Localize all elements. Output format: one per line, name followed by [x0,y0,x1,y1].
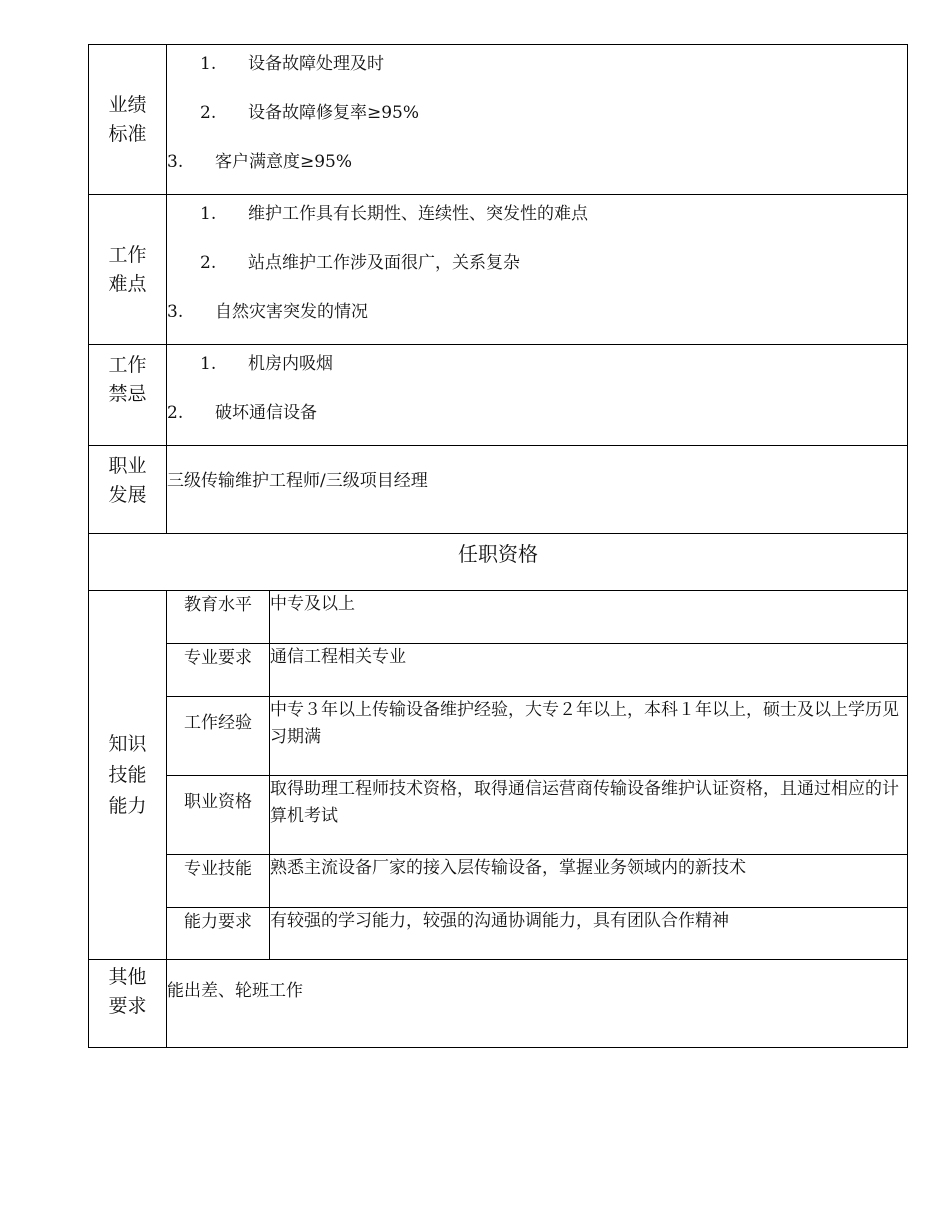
taboos-list [167,345,908,446]
taboos-row [89,345,908,446]
qualification-row [89,908,908,960]
qualification-value: 中专３年以上传输设备维护经验，大专２年以上，本科１年以上，硕士及以上学历见习期满 [270,697,908,776]
item-number: 2. [200,103,217,123]
performance-item-2 [200,98,419,123]
career-row [89,446,908,534]
qualification-value: 有较强的学习能力，较强的沟通协调能力，具有团队合作精神 [270,908,908,960]
qualification-row [89,776,908,855]
qualification-value: 通信工程相关专业 [270,644,908,697]
qualification-label: 专业要求 [167,644,270,697]
performance-item-1 [200,49,384,74]
item-text: 设备故障修复率≥95% [248,103,420,123]
performance-item-3 [167,147,352,172]
qualification-label: 能力要求 [167,908,270,960]
item-number: 2. [167,403,184,423]
difficulties-list [167,195,908,345]
qualification-value: 取得助理工程师技术资格，取得通信运营商传输设备维护认证资格，且通过相应的计算机考试 [270,776,908,855]
item-number: 3. [167,152,184,172]
performance-row [89,45,908,195]
item-text: 维护工作具有长期性、连续性、突发性的难点 [248,204,588,224]
item-text: 客户满意度≥95% [215,152,353,172]
job-description-table [88,44,908,1048]
qualifications-group-label-text: 知识技能能力 [108,732,147,817]
item-number: 2. [200,253,217,273]
item-text: 自然灾害突发的情况 [215,302,368,322]
taboos-label-text: 工作禁忌 [108,354,147,405]
qualification-value: 熟悉主流设备厂家的接入层传输设备，掌握业务领域内的新技术 [270,855,908,908]
qualification-row [89,697,908,776]
qualification-value: 中专及以上 [270,591,908,644]
career-label-text: 职业发展 [108,455,147,506]
other-label-text: 其他要求 [108,966,147,1017]
career-value: 三级传输维护工程师/三级项目经理 [167,446,908,534]
qualification-row [89,855,908,908]
item-text: 机房内吸烟 [248,354,333,374]
qualifications-title: 任职资格 [89,534,908,591]
career-label [89,446,167,534]
item-text: 设备故障处理及时 [248,54,384,74]
qualification-label: 专业技能 [167,855,270,908]
qualification-row [89,591,908,644]
performance-label [89,45,167,195]
difficulties-item-2 [200,248,520,273]
item-number: 1. [200,354,217,374]
performance-label-text: 业绩标准 [108,93,147,145]
other-value: 能出差、轮班工作 [167,960,908,1048]
qualification-label: 职业资格 [167,776,270,855]
taboos-item-2 [167,398,317,423]
other-row [89,960,908,1048]
item-text: 破坏通信设备 [215,403,317,423]
difficulties-item-1 [200,199,588,224]
taboos-label [89,345,167,446]
qualification-label: 工作经验 [167,697,270,776]
qualification-label: 教育水平 [167,591,270,644]
difficulties-item-3 [167,297,368,322]
taboos-item-1 [200,349,333,374]
qualification-row [89,644,908,697]
performance-list [167,45,908,195]
difficulties-label-text: 工作难点 [108,243,147,295]
qualifications-group-label [89,591,167,960]
difficulties-label [89,195,167,345]
item-number: 1. [200,204,217,224]
item-number: 3. [167,302,184,322]
item-text: 站点维护工作涉及面很广，关系复杂 [248,253,520,273]
item-number: 1. [200,54,217,74]
difficulties-row [89,195,908,345]
qualifications-header-row [89,534,908,591]
other-label [89,960,167,1048]
